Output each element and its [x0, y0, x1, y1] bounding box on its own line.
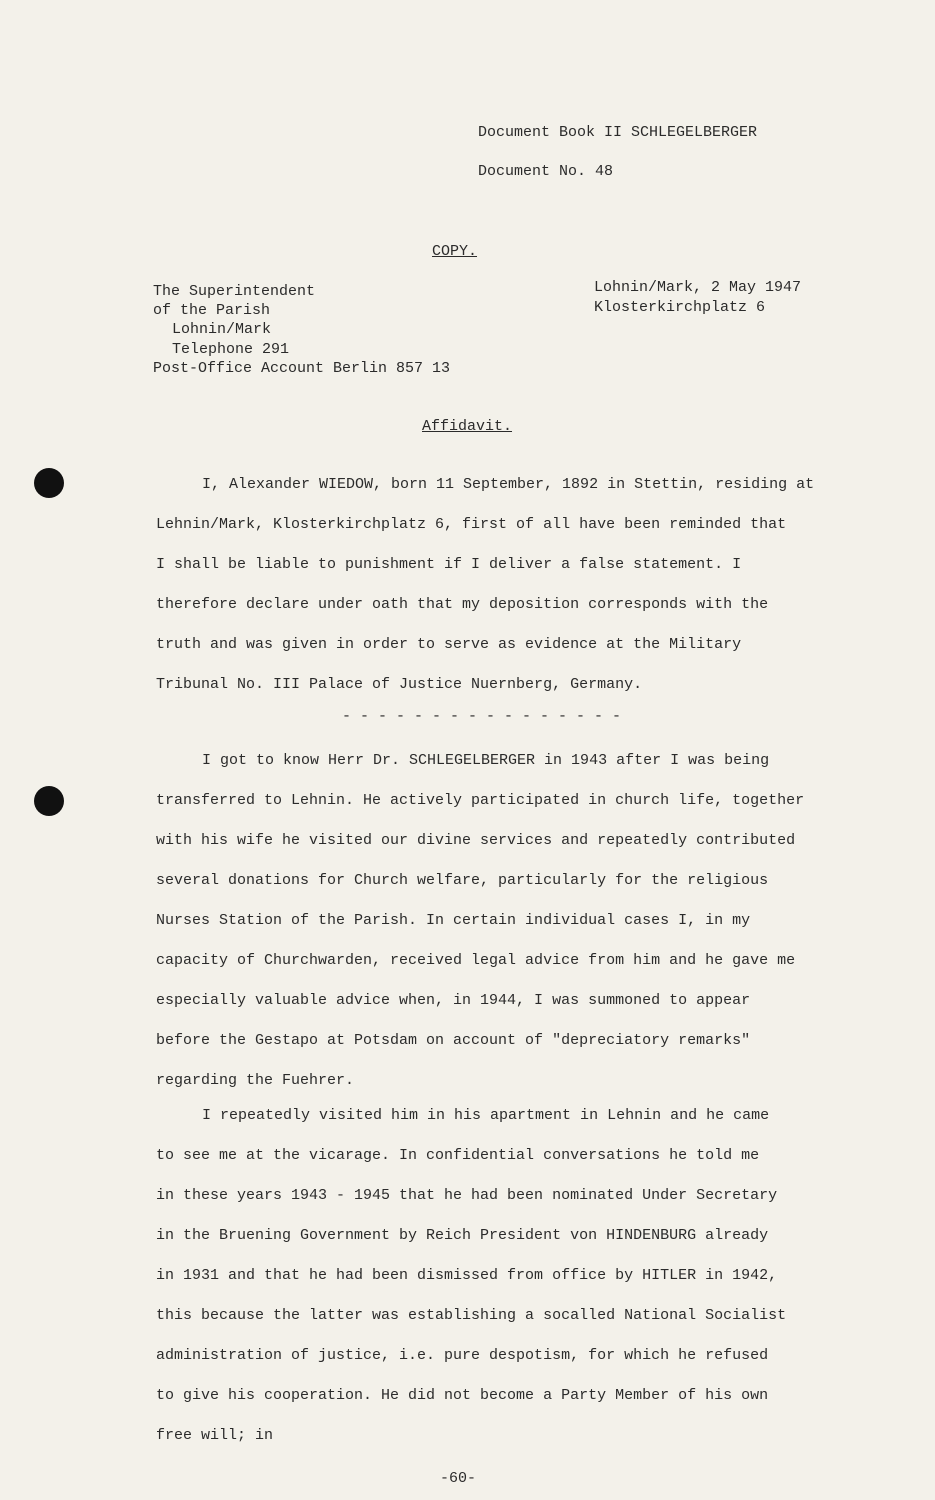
- sender-line: of the Parish: [153, 302, 271, 319]
- copy-label: COPY.: [432, 243, 478, 260]
- place-date: Lohnin/Mark, 2 May 1947: [594, 279, 802, 296]
- text-line: free will; in: [156, 1427, 274, 1444]
- text-line: Nurses Station of the Parish. In certain individual cases I, in my: [156, 912, 751, 929]
- text-line: I got to know Herr Dr. SCHLEGELBERGER in 1943 after I was being: [202, 752, 770, 769]
- text-line: regarding the Fuehrer.: [156, 1072, 355, 1089]
- text-line: in 1931 and that he had been dismissed from office by HITLER in 1942,: [156, 1267, 778, 1284]
- text-line: to give his cooperation. He did not become a Party Member of his own: [156, 1387, 769, 1404]
- punch-hole: [34, 468, 64, 498]
- text-line: in these years 1943 - 1945 that he had been nominated Under Secretary: [156, 1187, 778, 1204]
- punch-hole: [34, 786, 64, 816]
- text-line: transferred to Lehnin. He actively participated in church life, together: [156, 792, 805, 809]
- document-book-header: Document Book II SCHLEGELBERGER: [478, 124, 758, 141]
- affidavit-title: Affidavit.: [422, 418, 513, 435]
- sender-line: Telephone 291: [172, 341, 290, 358]
- text-line: this because the latter was establishing a socalled National Socialist: [156, 1307, 787, 1324]
- text-line: several donations for Church welfare, particularly for the religious: [156, 872, 769, 889]
- sender-line: Lohnin/Mark: [172, 321, 272, 338]
- paragraph-acquaintance: [156, 741, 856, 1101]
- paragraph-visits: [156, 1096, 856, 1456]
- text-line: in the Bruening Government by Reich President von HINDENBURG already: [156, 1227, 769, 1244]
- separator-line: - - - - - - - - - - - - - - - -: [342, 708, 622, 725]
- text-line: therefore declare under oath that my deposition corresponds with the: [156, 596, 769, 613]
- text-line: I, Alexander WIEDOW, born 11 September, 1892 in Stettin, residing at: [202, 476, 815, 493]
- text-line: before the Gestapo at Potsdam on account of "depreciatory remarks": [156, 1032, 751, 1049]
- text-line: especially valuable advice when, in 1944, I was summoned to appear: [156, 992, 751, 1009]
- text-line: to see me at the vicarage. In confidential conversations he told me: [156, 1147, 760, 1164]
- page-number: -60-: [440, 1470, 477, 1487]
- text-line: capacity of Churchwarden, received legal advice from him and he gave me: [156, 952, 796, 969]
- paragraph-oath: [156, 465, 856, 705]
- text-line: I repeatedly visited him in his apartment in Lehnin and he came: [202, 1107, 770, 1124]
- sender-line: Post-Office Account Berlin 857 13: [153, 360, 451, 377]
- text-line: Lehnin/Mark, Klosterkirchplatz 6, first of all have been reminded that: [156, 516, 787, 533]
- text-line: Tribunal No. III Palace of Justice Nuernberg, Germany.: [156, 676, 643, 693]
- text-line: truth and was given in order to serve as evidence at the Military: [156, 636, 742, 653]
- document-number: Document No. 48: [478, 163, 614, 180]
- address-line: Klosterkirchplatz 6: [594, 299, 766, 316]
- text-line: with his wife he visited our divine services and repeatedly contributed: [156, 832, 796, 849]
- text-line: I shall be liable to punishment if I deliver a false statement. I: [156, 556, 742, 573]
- text-line: administration of justice, i.e. pure despotism, for which he refused: [156, 1347, 769, 1364]
- sender-line: The Superintendent: [153, 283, 316, 300]
